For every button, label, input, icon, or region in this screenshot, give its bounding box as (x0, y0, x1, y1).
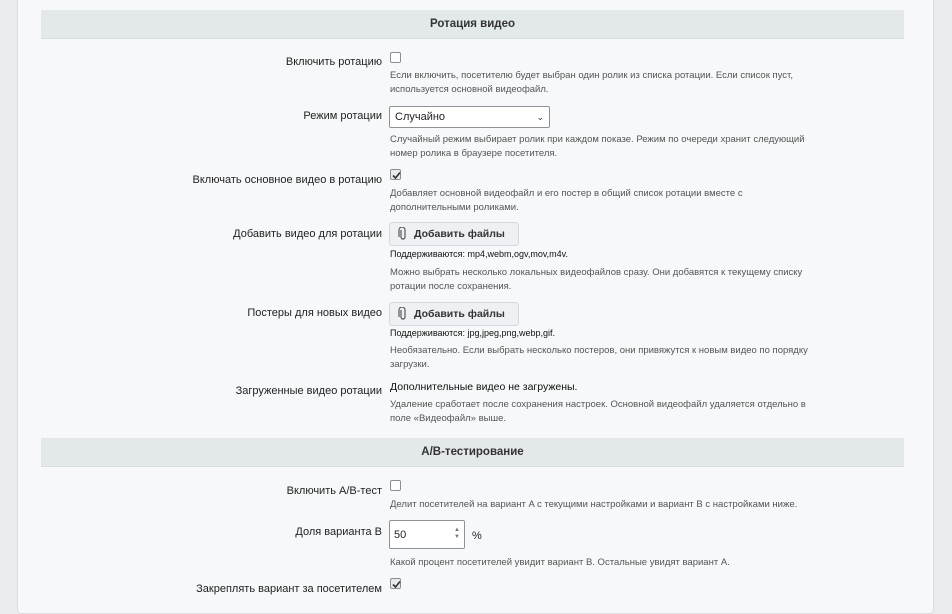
enable-rotation-checkbox[interactable] (390, 52, 401, 63)
include-main-label: Включать основное видео в ротацию (192, 174, 382, 186)
pin-variant-checkbox[interactable] (390, 578, 401, 589)
rotation-mode-select[interactable] (389, 106, 550, 128)
percent-unit: % (472, 530, 482, 542)
variant-b-share-input[interactable] (389, 520, 465, 549)
paperclip-icon (398, 307, 408, 321)
variant-b-share-value: 50 (394, 529, 407, 541)
add-posters-button[interactable] (389, 302, 519, 326)
paperclip-icon (398, 227, 408, 241)
posters-label: Постеры для новых видео (247, 307, 382, 319)
add-videos-button-label: Добавить файлы (414, 228, 505, 240)
uploaded-videos-description: Удаление сработает после сохранения настроек. Основной видеофайл удаляется отдельно в поле «Видеофайл» выше. (390, 399, 806, 424)
spinner-arrows-icon[interactable]: ▲ ▼ (454, 527, 460, 540)
uploaded-videos-label: Загруженные видео ротации (235, 385, 382, 397)
enable-ab-description: Делит посетителей на вариант A с текущими настройками и вариант B с настройками ниже. (390, 499, 798, 510)
checkmark-icon (391, 170, 402, 181)
rotation-mode-value: Случайно (395, 111, 446, 123)
add-posters-button-label: Добавить файлы (414, 308, 505, 320)
enable-rotation-label: Включить ротацию (285, 56, 382, 68)
enable-ab-checkbox[interactable] (390, 480, 401, 491)
posters-description: Необязательно. Если выбрать несколько постеров, они привяжутся к новым видео по порядку загрузки. (390, 345, 808, 370)
checkmark-icon (391, 579, 402, 590)
add-videos-button[interactable] (389, 222, 519, 246)
poster-formats-note: Поддерживаются: jpg,jpeg,png,webp,gif. (390, 328, 556, 338)
chevron-down-icon: ⌄ (536, 112, 544, 122)
uploaded-videos-status: Дополнительные видео не загружены. (390, 381, 578, 393)
video-formats-note: Поддерживаются: mp4,webm,ogv,mov,m4v. (390, 249, 569, 259)
section-header-ab-testing: A/B-тестирование (41, 438, 904, 467)
variant-b-share-description: Какой процент посетителей увидит вариант B. Остальные увидят вариант A. (390, 557, 730, 568)
enable-ab-label: Включить A/B-тест (286, 485, 382, 497)
rotation-mode-description: Случайный режим выбирает ролик при каждом показе. Режим по очереди хранит следующий номер ролика в браузере посетителя. (390, 134, 805, 159)
add-videos-description: Можно выбрать несколько локальных видеофайлов сразу. Они добавятся к текущему списку ротации после сохранения. (390, 267, 803, 292)
include-main-checkbox[interactable] (390, 169, 401, 180)
section-header-rotation: Ротация видео (41, 10, 904, 39)
enable-rotation-description: Если включить, посетителю будет выбран один ролик из списка ротации. Если список пуст, используется основной видеофайл. (390, 70, 793, 95)
rotation-mode-label: Режим ротации (303, 110, 382, 122)
variant-b-share-label: Доля варианта B (295, 526, 382, 538)
add-videos-label: Добавить видео для ротации (233, 228, 382, 240)
pin-variant-label: Закреплять вариант за посетителем (196, 583, 382, 595)
include-main-description: Добавляет основной видеофайл и его постер в общий список ротации вместе с дополнительными роликами. (390, 188, 743, 213)
